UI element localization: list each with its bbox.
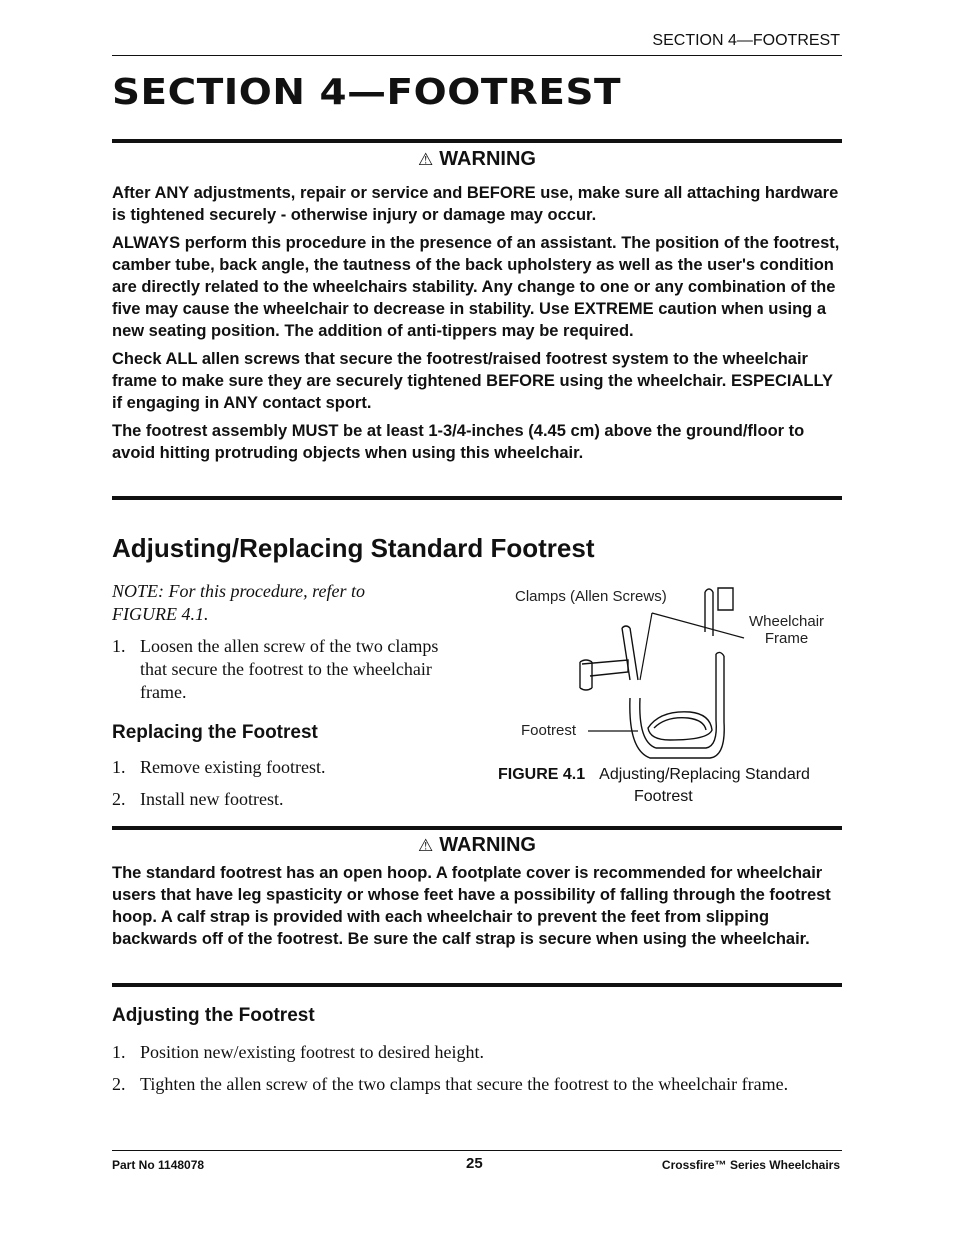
warning2-heading	[112, 834, 842, 857]
step-text: Install new footrest.	[140, 789, 284, 809]
list-item	[112, 788, 452, 811]
footer-rule	[112, 1150, 842, 1151]
list-item	[112, 756, 452, 779]
header-rule	[112, 55, 842, 56]
warning-paragraph: Check ALL allen screws that secure the footrest/raised footrest system to the wheelchair frame to make sure they are securely tightened BEFORE using the wheelchair. ESPECIALLY if engaging in ANY contact sport.	[112, 350, 833, 412]
footplate	[648, 712, 712, 740]
warning-triangle-icon: ⚠	[418, 836, 434, 855]
step-number: 1.	[112, 1042, 126, 1062]
step-text: Position new/existing footrest to desired height.	[140, 1042, 484, 1062]
warning-triangle-icon: ⚠	[418, 150, 434, 169]
label-clamps: Clamps (Allen Screws)	[515, 588, 667, 605]
adjusting-steps-list	[112, 1041, 842, 1096]
figure-caption	[498, 764, 810, 808]
list-item	[112, 1073, 842, 1096]
warning2-bottom-rule	[112, 983, 842, 987]
clamps-leader	[640, 613, 652, 680]
procedure-note: NOTE: For this procedure, refer to FIGURE 4.1.	[112, 581, 365, 624]
running-header: SECTION 4—FOOTREST	[652, 32, 840, 49]
warning2-top-rule	[112, 826, 842, 830]
warning-heading-text: WARNING	[439, 148, 536, 170]
warning-paragraph: The footrest assembly MUST be at least 1-3/4-inches (4.45 cm) above the ground/floor to avoid hitting protruding objects when using this wheelchair.	[112, 422, 805, 462]
label-frame	[749, 613, 824, 647]
label-footrest: Footrest	[521, 722, 577, 739]
clamps-leader-2	[652, 613, 744, 638]
list-item	[112, 1041, 842, 1064]
step-number: 2.	[112, 789, 126, 809]
warning-paragraph: ALWAYS perform this procedure in the presence of an assistant. The position of the footrest, camber tube, back angle, the tautness of the back upholstery as well as the user's condition are directly related to the wheelchairs stability. Any change to one or any combination of the five may cause the wheelchair to decrease in stability. Use EXTREME caution when using a new seating position. The addition of anti-tippers may be required.	[112, 234, 840, 340]
label-frame-line: Frame	[764, 630, 809, 647]
warning-top-rule	[112, 139, 842, 143]
section-heading: Adjusting/Replacing Standard Footrest	[112, 533, 595, 563]
footer-part-no: Part No 1148078	[112, 1158, 205, 1172]
warning-text-block	[112, 182, 842, 470]
replacing-steps-list	[112, 756, 452, 811]
warning-heading	[112, 148, 842, 171]
figure-caption-text: Footrest	[634, 788, 693, 805]
left-clamp	[582, 660, 628, 676]
label-frame-line: Wheelchair	[749, 613, 825, 630]
replacing-heading: Replacing the Footrest	[112, 722, 318, 743]
footrest-tube-right	[716, 654, 724, 722]
figure-4-1	[500, 580, 842, 760]
step-number: 2.	[112, 1074, 126, 1094]
warning-heading-text: WARNING	[439, 834, 536, 856]
figure-number: FIGURE 4.1	[498, 766, 586, 783]
warning2-text: The standard footrest has an open hoop. A footplate cover is recommended for wheelchair users that have leg spasticity or whose feet have a possibility of falling through the footrest hoop. A calf strap is provided with each wheelchair to prevent the feet from slipping backwards off of the footrest. Be sure the calf strap is secure when using the wheelchair.	[112, 864, 831, 948]
step-number: 1.	[112, 636, 126, 656]
step-text: Remove existing footrest.	[140, 757, 326, 777]
step-text: Loosen the allen screw of the two clamps that secure the footrest to the wheelchair frame.	[140, 636, 439, 702]
warning-bottom-rule	[112, 496, 842, 500]
figure-caption-text: Adjusting/Replacing Standard	[599, 766, 810, 783]
footer-page-number: 25	[466, 1155, 483, 1172]
page-title: SECTION 4—FOOTREST	[112, 72, 622, 113]
step-number: 1.	[112, 757, 126, 777]
footrest-hoop	[630, 698, 724, 758]
warning-paragraph: After ANY adjustments, repair or service and BEFORE use, make sure all attaching hardware is tightened securely - otherwise injury or damage may occur.	[112, 184, 839, 224]
list-item	[112, 635, 452, 704]
frame-clamp	[718, 588, 733, 610]
step-text: Tighten the allen screw of the two clamps that secure the footrest to the wheelchair frame.	[140, 1074, 789, 1094]
adjusting-heading: Adjusting the Footrest	[112, 1005, 315, 1026]
footer-series: Crossfire™ Series Wheelchairs	[661, 1158, 840, 1172]
main-steps-list	[112, 635, 452, 704]
